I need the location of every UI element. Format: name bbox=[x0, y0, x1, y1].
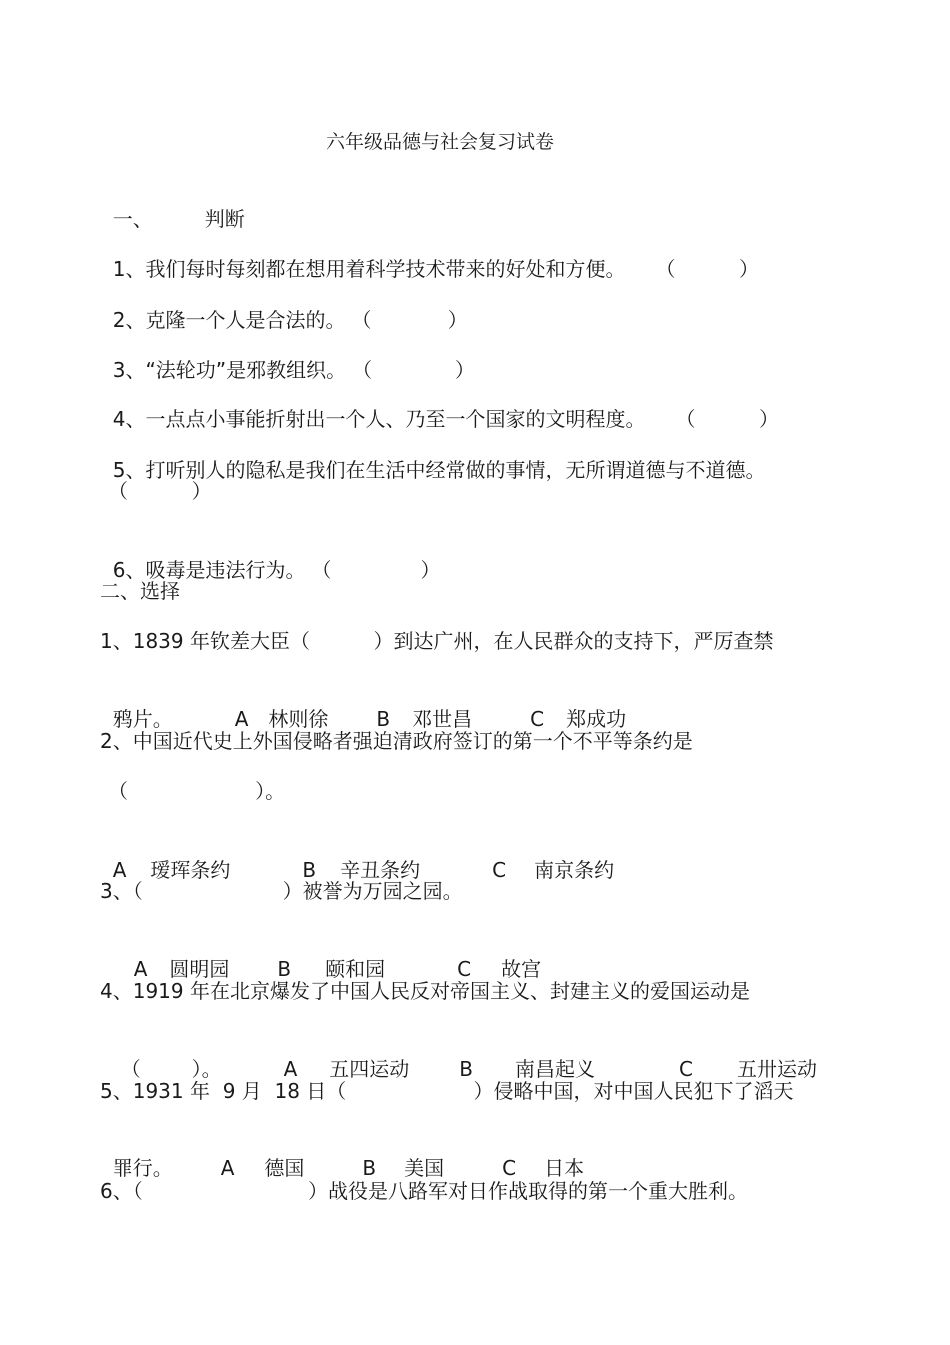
choice-question-4-options bbox=[108, 1027, 817, 1081]
judge-question-2 bbox=[100, 278, 468, 332]
option-letter: C bbox=[502, 1156, 517, 1180]
choice-question-5-options bbox=[100, 1126, 585, 1180]
option-text: 美国 bbox=[404, 1156, 445, 1180]
page-title: 六年级品德与社会复习试卷 bbox=[326, 131, 555, 153]
option-text: 郑成功 bbox=[566, 707, 627, 731]
answer-blank: （ ） bbox=[311, 558, 441, 582]
judge-question-4 bbox=[100, 377, 780, 431]
choice-question-3-options bbox=[121, 927, 542, 981]
question-text: 1、我们每时每刻都在想用着科学技术带来的好处和方便。 bbox=[112, 257, 626, 281]
option-text: 故宫 bbox=[501, 957, 542, 981]
option-letter: C bbox=[530, 707, 545, 731]
choice-question-2-blank: （ ）。 bbox=[108, 779, 286, 803]
section-1-title: 判断 bbox=[204, 207, 245, 231]
choice-question-3: 3、（ ）被誉为万园之园。 bbox=[100, 879, 463, 903]
question-continuation: （ ）。 bbox=[120, 1057, 222, 1081]
judge-question-3 bbox=[100, 328, 475, 382]
option-letter: B bbox=[302, 858, 317, 882]
option-text: 瑷珲条约 bbox=[150, 858, 231, 882]
choice-question-1-options bbox=[100, 677, 627, 731]
section-1-heading bbox=[100, 177, 245, 231]
option-text: 颐和园 bbox=[325, 957, 386, 981]
option-letter: B bbox=[376, 707, 391, 731]
option-letter: C bbox=[457, 957, 472, 981]
question-text: 6、吸毒是违法行为。 bbox=[112, 558, 306, 582]
option-letter: A bbox=[220, 1156, 235, 1180]
option-letter: B bbox=[362, 1156, 377, 1180]
section-2-heading: 二、选择 bbox=[100, 579, 180, 603]
judge-question-5-blank: （ ） bbox=[108, 479, 212, 503]
choice-question-1: 1、1839 年钦差大臣（ ）到达广州，在人民群众的支持下，严厉查禁 bbox=[100, 629, 774, 653]
option-text: 圆明园 bbox=[169, 957, 230, 981]
choice-question-2: 2、中国近代史上外国侵略者强迫清政府签订的第一个不平等条约是 bbox=[100, 729, 693, 753]
option-letter: B bbox=[277, 957, 292, 981]
option-letter: C bbox=[679, 1057, 693, 1081]
option-letter: A bbox=[283, 1057, 298, 1081]
option-text: 南京条约 bbox=[534, 858, 615, 882]
question-continuation: 罪行。 bbox=[112, 1156, 173, 1180]
question-text: 3、“法轮功”是邪教组织。 bbox=[112, 358, 347, 382]
choice-question-6: 6、（ ）战役是八路军对日作战取得的第一个重大胜利。 bbox=[100, 1179, 749, 1203]
option-text: 五四运动 bbox=[329, 1057, 410, 1081]
option-text: 德国 bbox=[264, 1156, 305, 1180]
answer-blank: （ ） bbox=[655, 257, 760, 281]
question-continuation: 鸦片。 bbox=[112, 707, 173, 731]
option-letter: A bbox=[133, 957, 148, 981]
judge-question-5 bbox=[100, 428, 766, 482]
choice-question-5: 5、1931 年 9 月 18 日（ ）侵略中国，对中国人民犯下了滔天 bbox=[100, 1079, 794, 1103]
question-text: 2、克隆一个人是合法的。 bbox=[112, 308, 346, 332]
judge-question-6 bbox=[100, 528, 441, 582]
answer-blank: （ ） bbox=[351, 308, 468, 332]
option-letter: C bbox=[492, 858, 507, 882]
choice-question-2-options bbox=[100, 828, 615, 882]
option-text: 邓世昌 bbox=[412, 707, 473, 731]
section-1-number: 一、 bbox=[112, 207, 153, 231]
answer-blank: （ ） bbox=[352, 358, 475, 382]
question-text: 4、一点点小事能折射出一个人、乃至一个国家的文明程度。 bbox=[112, 407, 646, 431]
option-letter: B bbox=[459, 1057, 473, 1081]
option-text: 五卅运动 bbox=[736, 1057, 817, 1081]
option-text: 辛丑条约 bbox=[340, 858, 421, 882]
judge-question-1 bbox=[100, 227, 760, 281]
question-text: 5、打听别人的隐私是我们在生活中经常做的事情，无所谓道德与不道德。 bbox=[112, 458, 766, 482]
option-text: 林则徐 bbox=[268, 707, 329, 731]
answer-blank: （ ） bbox=[675, 407, 780, 431]
option-letter: A bbox=[112, 858, 127, 882]
choice-question-4: 4、1919 年在北京爆发了中国人民反对帝国主义、封建主义的爱国运动是 bbox=[100, 979, 750, 1003]
option-text: 日本 bbox=[544, 1156, 585, 1180]
option-text: 南昌起义 bbox=[515, 1057, 595, 1081]
option-letter: A bbox=[234, 707, 249, 731]
